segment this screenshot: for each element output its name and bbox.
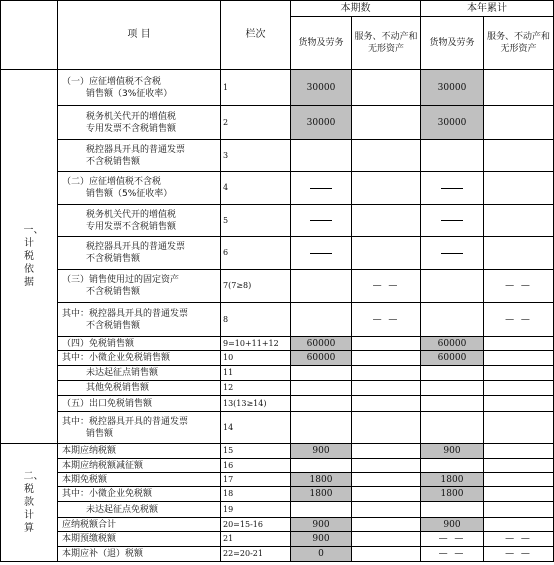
row-6-value-1[interactable] [291, 237, 352, 270]
value-text: 60000 [306, 338, 336, 349]
row-8-value-1[interactable] [291, 303, 352, 337]
item-text-line: 其中：税控器具开具的普通发票 [62, 416, 189, 427]
row-3-item [58, 140, 221, 172]
row-6-item [58, 237, 221, 270]
row-14-value-1[interactable] [291, 412, 352, 444]
row-7-item [58, 270, 221, 303]
row-7-value-2[interactable] [352, 270, 421, 303]
value-text: — — [505, 549, 532, 559]
row-3-column-no [221, 140, 291, 172]
value-text: — — [505, 281, 532, 291]
row-4-value-3[interactable] [421, 172, 484, 205]
row-5-value-2[interactable] [352, 205, 421, 237]
row-5-value-4[interactable] [484, 205, 554, 237]
row-12-value-2[interactable] [352, 381, 421, 396]
item-text-line: 税务机关代开的增值税 [86, 209, 177, 220]
item-text-line: （一）应征增值税不含税 [62, 76, 162, 87]
column-no-text: 20=15-16 [223, 519, 263, 529]
item-text-line: （五）出口免税销售额 [62, 398, 153, 409]
row-16-column-no [221, 459, 291, 473]
row-17-value-4[interactable] [484, 473, 554, 487]
value-text: 30000 [306, 117, 336, 128]
section-tax-basis [0, 70, 58, 444]
item-text-line: （三）销售使用过的固定资产 [62, 275, 180, 285]
dash-mark [441, 253, 463, 254]
row-6-value-2[interactable] [352, 237, 421, 270]
item-text-line: 销售额（5%征收率） [86, 189, 173, 199]
value-text: — — [438, 549, 466, 559]
row-10-value-4[interactable] [484, 351, 554, 366]
column-no-text: 7(7≥8) [223, 281, 252, 290]
dash-mark [310, 188, 332, 189]
row-16-value-1[interactable] [291, 459, 352, 473]
row-22-value-1[interactable] [291, 547, 352, 562]
row-15-item [58, 444, 221, 459]
header-subcol-label: 服务、不动产和无形资产 [354, 32, 418, 54]
row-10-value-3[interactable] [421, 351, 484, 366]
row-6-value-4[interactable] [484, 237, 554, 270]
row-1-value-2[interactable] [352, 70, 421, 106]
row-22-value-4[interactable] [484, 547, 554, 562]
value-text: 30000 [437, 82, 467, 93]
row-13-value-1[interactable] [291, 396, 352, 412]
row-9-column-no [221, 337, 291, 351]
column-no-text: 9=10+11+12 [223, 338, 279, 348]
value-text: 900 [312, 446, 330, 456]
row-19-value-4[interactable] [484, 502, 554, 518]
row-11-column-no [221, 366, 291, 381]
item-text-line: 专用发票不含税销售额 [86, 123, 177, 134]
row-13-value-4[interactable] [484, 396, 554, 412]
row-21-column-no [221, 532, 291, 547]
section-tax-calc [0, 444, 58, 562]
value-text: — — [372, 314, 400, 325]
column-no-text: 1 [223, 82, 229, 92]
row-13-value-2[interactable] [352, 396, 421, 412]
column-no-text: 22=20-21 [223, 549, 263, 558]
row-11-value-2[interactable] [352, 366, 421, 381]
row-4-value-1[interactable] [291, 172, 352, 205]
column-no-text: 12 [223, 383, 234, 392]
row-6-column-no [221, 237, 291, 270]
row-1-item [58, 70, 221, 106]
header-lanci [221, 0, 291, 70]
row-13-value-3[interactable] [421, 396, 484, 412]
row-22-item [58, 547, 221, 562]
item-text-line: 未达起征点销售额 [86, 368, 159, 378]
row-22-value-2[interactable] [352, 547, 421, 562]
column-no-text: 11 [223, 368, 234, 377]
row-3-value-4[interactable] [484, 140, 554, 172]
row-22-value-3[interactable] [421, 547, 484, 562]
row-4-item [58, 172, 221, 205]
row-16-item [58, 459, 221, 473]
row-10-value-2[interactable] [352, 351, 421, 366]
row-15-value-4[interactable] [484, 444, 554, 459]
column-no-text: 10 [223, 353, 234, 362]
row-19-value-1[interactable] [291, 502, 352, 518]
row-12-value-1[interactable] [291, 381, 352, 396]
item-text-line: 未达起征点免税额 [86, 504, 159, 515]
row-11-value-3[interactable] [421, 366, 484, 381]
row-2-value-4[interactable] [484, 106, 554, 140]
header-subcol-4 [484, 17, 554, 70]
section-tax-calc-label: 二、税款计算 [23, 471, 44, 534]
row-8-item [58, 303, 221, 337]
row-20-value-1[interactable] [291, 518, 352, 532]
column-no-text: 21 [223, 534, 234, 543]
row-7-value-1[interactable] [291, 270, 352, 303]
row-9-item [58, 337, 221, 351]
row-13-item [58, 396, 221, 412]
header-subcol-label: 货物及劳务 [429, 38, 475, 48]
value-text: 1800 [309, 474, 333, 485]
column-no-text: 8 [223, 314, 229, 324]
row-9-value-4[interactable] [484, 337, 554, 351]
row-2-value-1[interactable] [291, 106, 352, 140]
row-10-item [58, 351, 221, 366]
row-16-value-3[interactable] [421, 459, 484, 473]
row-11-value-1[interactable] [291, 366, 352, 381]
item-text-line: 本期免税额 [62, 474, 108, 485]
header-subcol-3 [421, 17, 484, 70]
row-5-column-no [221, 205, 291, 237]
row-20-item [58, 518, 221, 532]
value-text: 30000 [306, 82, 336, 93]
row-18-item [58, 487, 221, 502]
row-14-value-2[interactable] [352, 412, 421, 444]
row-14-value-4[interactable] [484, 412, 554, 444]
column-no-text: 18 [223, 489, 234, 498]
row-21-value-1[interactable] [291, 532, 352, 547]
row-12-column-no [221, 381, 291, 396]
row-10-value-1[interactable] [291, 351, 352, 366]
row-19-value-2[interactable] [352, 502, 421, 518]
header-current-period [291, 0, 421, 17]
value-text: 1800 [440, 489, 464, 499]
column-no-text: 17 [223, 474, 234, 484]
header-subcol-2 [352, 17, 421, 70]
item-text-line: 其中：小微企业免税额 [62, 489, 153, 499]
row-7-value-3[interactable] [421, 270, 484, 303]
column-no-text: 6 [223, 248, 229, 257]
item-text-line: 本期预缴税额 [62, 534, 117, 544]
dash-mark [441, 220, 463, 221]
row-17-value-2[interactable] [352, 473, 421, 487]
row-4-column-no [221, 172, 291, 205]
row-11-item [58, 366, 221, 381]
item-text-line: 本期应补（退）税额 [62, 549, 144, 559]
row-9-value-1[interactable] [291, 337, 352, 351]
value-text: 900 [312, 534, 330, 544]
item-text-line: 本期应纳税额减征额 [62, 460, 144, 471]
row-21-value-4[interactable] [484, 532, 554, 547]
row-2-column-no [221, 106, 291, 140]
row-1-value-4[interactable] [484, 70, 554, 106]
row-17-column-no [221, 473, 291, 487]
row-6-value-3[interactable] [421, 237, 484, 270]
row-3-value-1[interactable] [291, 140, 352, 172]
row-22-column-no [221, 547, 291, 562]
row-18-column-no [221, 487, 291, 502]
row-20-column-no [221, 518, 291, 532]
row-8-value-3[interactable] [421, 303, 484, 337]
row-19-column-no [221, 502, 291, 518]
row-20-value-4[interactable] [484, 518, 554, 532]
row-8-column-no [221, 303, 291, 337]
row-18-value-2[interactable] [352, 487, 421, 502]
item-text-line: 专用发票不含税销售额 [86, 221, 177, 232]
value-text: 900 [443, 446, 461, 456]
header-item [58, 0, 221, 70]
item-text-line: 其他免税销售额 [86, 383, 150, 393]
row-17-item [58, 473, 221, 487]
header-item-label: 项 目 [127, 29, 151, 40]
row-14-item [58, 412, 221, 444]
row-5-value-1[interactable] [291, 205, 352, 237]
row-10-column-no [221, 351, 291, 366]
row-4-value-2[interactable] [352, 172, 421, 205]
item-text-line: 不含税销售额 [86, 156, 141, 167]
value-text: — — [505, 534, 532, 544]
row-9-value-2[interactable] [352, 337, 421, 351]
item-text-line: 销售额 [86, 428, 114, 439]
row-17-value-3[interactable] [421, 473, 484, 487]
row-5-value-3[interactable] [421, 205, 484, 237]
value-text: 60000 [306, 353, 336, 363]
dash-mark [310, 220, 332, 221]
header-ytd-label: 本年累计 [467, 2, 507, 14]
row-2-value-2[interactable] [352, 106, 421, 140]
item-text-line: 税控器具开具的普通发票 [86, 144, 186, 155]
row-1-column-no [221, 70, 291, 106]
row-3-value-2[interactable] [352, 140, 421, 172]
row-18-value-3[interactable] [421, 487, 484, 502]
column-no-text: 16 [223, 460, 234, 470]
row-1-value-3[interactable] [421, 70, 484, 106]
row-19-item [58, 502, 221, 518]
row-11-value-4[interactable] [484, 366, 554, 381]
value-text: 0 [318, 549, 324, 559]
value-text: — — [438, 534, 466, 544]
value-text: 60000 [437, 353, 467, 363]
value-text: 900 [312, 519, 330, 530]
row-14-value-3[interactable] [421, 412, 484, 444]
item-text-line: 应纳税额合计 [62, 519, 117, 530]
row-12-item [58, 381, 221, 396]
item-text-line: 不含税销售额 [86, 287, 141, 297]
item-text-line: 其中：税控器具开具的普通发票 [62, 308, 189, 319]
row-20-value-3[interactable] [421, 518, 484, 532]
value-text: 900 [443, 519, 461, 530]
dash-mark [441, 188, 463, 189]
item-text-line: 税控器具开具的普通发票 [86, 242, 186, 252]
row-20-value-2[interactable] [352, 518, 421, 532]
header-lanci-label: 栏次 [245, 29, 266, 40]
value-text: 1800 [309, 489, 333, 499]
row-18-value-1[interactable] [291, 487, 352, 502]
row-2-value-3[interactable] [421, 106, 484, 140]
row-15-value-1[interactable] [291, 444, 352, 459]
row-5-item [58, 205, 221, 237]
row-18-value-4[interactable] [484, 487, 554, 502]
row-1-value-1[interactable] [291, 70, 352, 106]
column-no-text: 19 [223, 504, 234, 514]
value-text: — — [372, 281, 400, 291]
value-text: 1800 [440, 474, 464, 485]
item-text-line: 不含税销售额 [86, 320, 141, 331]
item-text-line: 税务机关代开的增值税 [86, 111, 177, 122]
column-no-text: 14 [223, 422, 234, 432]
row-12-value-3[interactable] [421, 381, 484, 396]
row-21-item [58, 532, 221, 547]
header-subcol-label: 服务、不动产和无形资产 [486, 32, 550, 54]
column-no-text: 13(13≥14) [223, 398, 267, 408]
header-ytd [421, 0, 554, 17]
row-14-column-no [221, 412, 291, 444]
item-text-line: （四）免税销售额 [62, 338, 135, 349]
row-4-value-4[interactable] [484, 172, 554, 205]
row-9-value-3[interactable] [421, 337, 484, 351]
column-no-text: 2 [223, 117, 229, 127]
row-15-value-3[interactable] [421, 444, 484, 459]
row-3-value-3[interactable] [421, 140, 484, 172]
header-subcol-1 [291, 17, 352, 70]
row-21-value-3[interactable] [421, 532, 484, 547]
header-subcol-label: 货物及劳务 [298, 38, 344, 48]
row-8-value-2[interactable] [352, 303, 421, 337]
row-16-value-2[interactable] [352, 459, 421, 473]
value-text: 30000 [437, 117, 467, 128]
row-13-column-no [221, 396, 291, 412]
header-blank [0, 0, 58, 70]
column-no-text: 15 [223, 446, 234, 455]
row-16-value-4[interactable] [484, 459, 554, 473]
row-7-column-no [221, 270, 291, 303]
header-current-period-label: 本期数 [340, 2, 371, 14]
column-no-text: 3 [223, 150, 229, 160]
row-12-value-4[interactable] [484, 381, 554, 396]
item-text-line: 其中：小微企业免税销售额 [62, 353, 171, 363]
item-text-line: （二）应征增值税不含税 [62, 177, 162, 187]
row-15-column-no [221, 444, 291, 459]
column-no-text: 5 [223, 215, 229, 225]
column-no-text: 4 [223, 183, 229, 192]
value-text: — — [505, 314, 532, 325]
row-21-value-2[interactable] [352, 532, 421, 547]
row-8-value-4[interactable] [484, 303, 554, 337]
row-15-value-2[interactable] [352, 444, 421, 459]
item-text-line: 本期应纳税额 [62, 446, 117, 456]
row-17-value-1[interactable] [291, 473, 352, 487]
row-2-item [58, 106, 221, 140]
row-7-value-4[interactable] [484, 270, 554, 303]
row-19-value-3[interactable] [421, 502, 484, 518]
dash-mark [310, 253, 332, 254]
value-text: 60000 [437, 338, 467, 349]
item-text-line: 不含税销售额 [86, 254, 141, 264]
section-tax-basis-label: 一、计税依据 [23, 225, 44, 288]
item-text-line: 销售额（3%征收率） [86, 88, 173, 99]
